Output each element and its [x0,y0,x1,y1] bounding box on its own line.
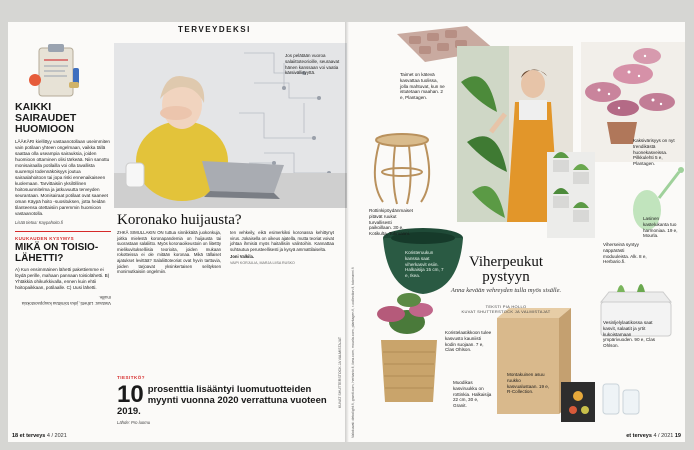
caption-rattan-pot: Muodikas kasviruukku on rottinkia. Halkaisija 22 cm, 30 e, Granit. [453,380,492,409]
caption-green-pot: Koristeruukun kanssa saat viherkasvit esiin. Halkaisija 15 cm, 7 e, Ikea. [405,250,444,279]
right-page-number: 19 [674,433,681,439]
article-credits [447,304,565,314]
stat-box [117,375,335,425]
poll-title: MIKÄ ON TOISIO-LÄHETTI? [15,242,99,264]
hero-caption: Jos pelätään vuoroa salaiittoteorioille, seuraavat hänen kanssaan voi vaatia kärsivällisyyttä. [285,53,340,76]
left-vertical-credit: KUVAT SHUTTERSTOCK JA VALMISTAJAT [338,336,342,408]
article-byline: Joni Valkila. [230,254,254,260]
left-page [8,22,347,442]
right-magazine-name: et terveys [626,433,652,439]
wooden-crate-image [497,308,571,414]
clipboard-illustration [25,42,87,100]
article-lede: Anna kevään vehreyden tulla myös sisälle. [450,287,562,294]
sidebar-body: LÄÄKÄRI kiellittyy vastaanotollaan useimmiten vain potilaan yhteen ongelmaan, vaikka tällä saattaa olla useampia sairauksia, joiden huomioon ottaminen olisi tärkeää. Niin sanottu monisairaalla potilailla voi olla tavallista suurempi todennäköisyys joutua sairaalahoitoon tai jopa riski ennenaikaiseen kuolemaan. Tarvittaisiin yksilöllinen hoitosuunnitelma ja jatkuvuutta terveyden seurantaan. Monisairaat potilaat ovat saaneet oman Käypä hoito -suosituksen, jotta heidän tilanteensa otettaisiin paremmin huomioon vastaanotolla. [15,139,110,216]
article-column-1: ZHKÄ SIMULLAKIN ON tuttua sinnikkäitä juokonkuja, joitka mielestä koronapandemia on huijausta tai suorastaan salaliitto. Myös koronaoikeustoin on liitettty mielikuvitukselliisia teorioita, joiden mukaan rokotteissa ei ole mitään koronaa. Mikä tällaiset ajatukset levittää? Salaliittoteoriat ovat hyvin tarttuvia, joiden tarjoavat yksinkertaisen selityksen monimutkaisiin ongelmiin. [117,230,221,275]
sidebar-divider [15,231,111,232]
caption-rattan-stand: Rottinkipöydänmaiset pitävät ruukut turvallisesti paikoillaan. 30 e, Kotikulta, Tokmanni. [369,208,413,237]
right-issue: 4 / 2021 [653,433,674,439]
poll-kicker: KUUKAUDEN KYSYMYS [15,236,75,241]
left-folio [12,433,67,439]
byline-credit: VAIPI KORJULIA, MARJA LIISA RUSKO [230,260,295,265]
article-headline: Koronako huijausta? [117,212,242,228]
caption-seed-tray: Taimet on kätevä kasvattaa tuolissa, jolla mahtuvat, kun ne istutetaan maahan. 2 e, Plantagen. [400,72,445,101]
right-vertical-credit: Valokuvat: dekolight.fi, granit.com, herbario.fi, ikea.com, mourla.com, plantagen.fi, r-collection.fi, tokmanni.fi [351,267,355,438]
stat-text: prosenttia lisääntyi luomutuotteiden myynti vuonna 2020 verrattuna vuoteen 2019. [117,384,327,417]
stat-source: Lähde: Pro luomu [117,420,151,425]
poll-answers: A) Kun ensimmäinen lähetti pakettiemme ei löydä perille, mahaan pannaan toisiolähetti. B) Yhtäkkiä ohikurkkivalla, ennen kuin ehtii hoitopaikkaan, potilaalle. C) Uusi lähetti. [15,267,110,290]
stat-kicker: TIESITKÖ? [117,375,145,380]
vertical-garden-image [547,152,595,238]
article-column-2 [230,230,334,267]
article-column-2-text: ten vehkeily, eikä esimerkiksi koronassa kehittynyt virus. Jokaisella on oikeus ajatella, mutta teoriat voivat johtaa ihmisiä myös haitallisiin valintoihin. Kannattaa suhtautua perusteellisesti ja kysyä ammattilaiselta. [230,230,334,252]
sidebar-title: KAIKKI SAIRAUDET HUOMIOON [15,101,77,135]
caption-watering-can: Lasinen kastelukanta tuo harmoniaa. 19 e, Mourla. [643,216,678,239]
left-magazine-name: et terveys [19,433,46,439]
sidebar-source: Lisää tietoa: Kaypahoito.fi [15,220,63,225]
caption-hydroponic-box: Vesinljelylaatikossa saat kasvit, salaatit ja yrtit kukoistamaan ympärivuoden. 90 e, Clas Ohlson. [603,320,656,349]
left-page-number: 18 [12,433,19,439]
right-folio [626,433,681,439]
stat-number: 10 [117,381,144,408]
seed-packet-and-bottles-image [561,382,639,422]
section-tag: TERVEYDEKSI [178,25,251,34]
right-page [347,22,685,442]
poll-answer-upside-down: Vastaus: Lähetti, joka toimittaa kauppaostoksia muille. [21,295,111,306]
hero-image-woman-laptop [114,43,347,208]
rattan-plant-stand-image [375,134,429,204]
wicker-basket-plant-image [377,293,437,402]
photo-credit: KUVAT SHUTTERSTOCK JA VALMISTAJAT [461,309,551,314]
caption-crate: Montakuinen asuu ruukko kasvualustaan. 19 e, R-Collection. [507,372,550,395]
caption-vertical-garden: Viherseinä syntyy näppärästi moduuleista. Alk. 8 e, Herbario.fi. [603,242,647,265]
left-issue: 4 / 2021 [46,433,67,439]
spread-gutter [345,22,349,442]
caption-polka-plant: Kaksivärisyys on nyt trendikästä huonekasveissa. Pilkkulehti 5 e, Plantagen. [633,138,675,167]
text-credit: TEKSTI PIA HOLLO [485,304,527,309]
caption-decor-box: Koristelaatikkoon tulee kasvusto kauniisti kodin suojaan. 7 e, Clas Ohlson. [445,330,492,353]
article-title: Viherpeukut pystyyn [468,254,544,285]
sidebar-column [15,42,111,306]
